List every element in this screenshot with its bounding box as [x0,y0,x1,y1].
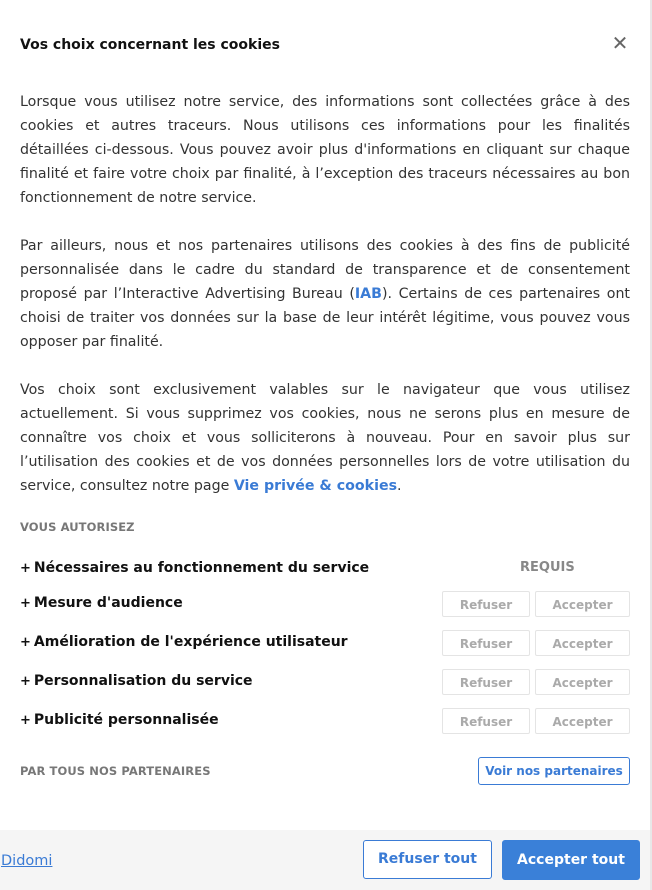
refuse-button[interactable]: Refuser [442,591,530,617]
refuse-button[interactable]: Refuser [442,708,530,734]
paragraph-intro: Lorsque vous utilisez notre service, des informations sont collectées grâce à des cookies et autres traceurs. Nous utilisons ces informations pour les finalités détaillées ci-dessous. Vous pouvez avoir plus d'informations en cliquant sur chaque finalité et faire votre choix par finalité, à l’exception des traceurs nécessaires au bon fonctionnement de notre service. [20,94,630,206]
purpose-label: Mesure d'audience [33,595,183,611]
accept-button[interactable]: Accepter [535,591,630,617]
paragraph-browser-text-1: Vos choix sont exclusivement valables sur le navigateur que vous utilisez actuellement. Si vous supprimez vos cookies, nous ne serons plus en mesure de connaître vos choix et vous solliciterons à nouveau. Pour en savoir plus sur l’utilisation des cookies et de vos données personnelles lors de votre utilisation du service, consultez notre page [20,382,630,494]
refuse-button[interactable]: Refuser [442,669,530,695]
purpose-toggle-expand[interactable] [20,595,183,611]
view-partners-button[interactable]: Voir nos partenaires [478,757,630,785]
purpose-toggle-expand[interactable] [20,560,369,576]
accept-all-button[interactable]: Accepter tout [502,840,640,880]
required-badge: REQUIS [520,560,575,575]
purpose-toggle-expand[interactable] [20,673,253,689]
dialog-description [20,90,630,522]
paragraph-partners [20,234,630,354]
purpose-label: Nécessaires au fonctionnement du service [33,560,370,576]
purpose-row [20,708,630,734]
paragraph-partners-text-1: Par ailleurs, nous et nos partenaires utilisons des cookies à des fins de publicité personnalisée dans le cadre du standard de transparence et de consentement proposé par l’Interactive Advertising Bureau ( [20,238,630,302]
purpose-row [20,591,630,617]
accept-button[interactable]: Accepter [535,669,630,695]
close-icon[interactable]: ✕ [611,31,629,55]
accept-button[interactable]: Accepter [535,708,630,734]
dialog-header [20,31,630,56]
paragraph-browser [20,378,630,498]
didomi-link[interactable]: Didomi [1,853,53,869]
accept-button[interactable]: Accepter [535,630,630,656]
dialog-title: Vos choix concernant les cookies [20,37,280,53]
privacy-cookies-link[interactable]: Vie privée & cookies [233,478,398,494]
section-label-authorize: VOUS AUTORISEZ [20,520,135,534]
dialog-footer [0,830,650,890]
purpose-label: Publicité personnalisée [33,712,219,728]
refuse-button[interactable]: Refuser [442,630,530,656]
partners-row [20,757,630,785]
purpose-row [20,669,630,695]
refuse-all-button[interactable]: Refuser tout [363,840,492,879]
purpose-label: Amélioration de l'expérience utilisateur [33,634,348,650]
purpose-row [20,556,630,582]
iab-link[interactable]: IAB [354,286,382,302]
paragraph-partners-text-2: ). Certains de ces partenaires ont choisi de traiter vos données sur la base de leur intérêt légitime, vous pouvez vous opposer par finalité. [20,286,630,350]
section-label-partners: PAR TOUS NOS PARTENAIRES [20,764,211,778]
plus-icon: + [20,674,31,689]
purpose-label: Personnalisation du service [33,673,253,689]
purpose-row [20,630,630,656]
purpose-toggle-expand[interactable] [20,712,219,728]
plus-icon: + [20,596,31,611]
purpose-toggle-expand[interactable] [20,634,348,650]
paragraph-browser-text-2: . [397,478,402,494]
plus-icon: + [20,635,31,650]
plus-icon: + [20,713,31,728]
plus-icon: + [20,561,31,576]
